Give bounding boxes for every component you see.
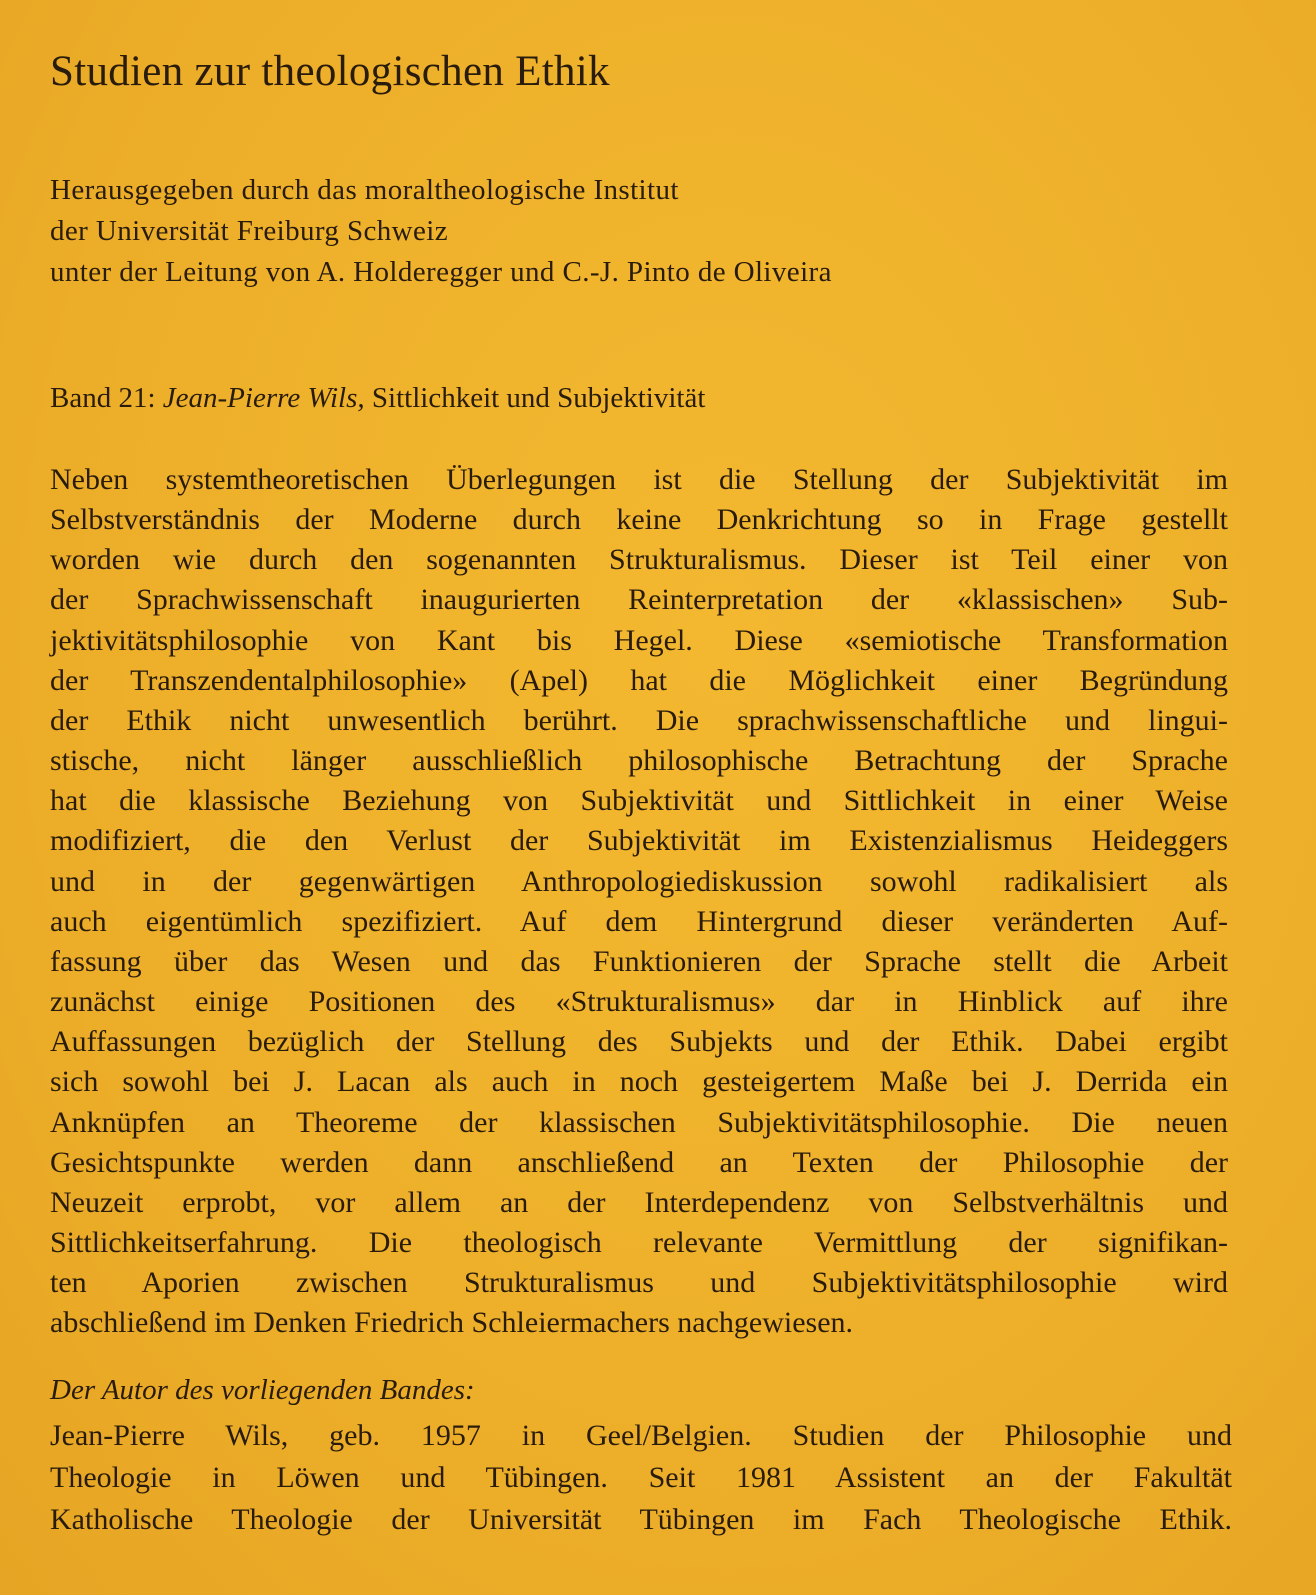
abstract-line: auch eigentümlich spezifiziert. Auf dem Hintergrund dieser veränderten Auf- [50, 904, 1228, 938]
abstract-line: stische, nicht länger ausschließlich philosophische Betrachtung der Sprache [50, 744, 1228, 778]
abstract-line: hat die klassische Beziehung von Subjektivität und Sittlichkeit in einer Weise [50, 784, 1228, 818]
author-heading: Der Autor des vorliegenden Bandes: [50, 1374, 475, 1406]
abstract-line: ten Aporien zwischen Strukturalismus und Subjektivitätsphilosophie wird [50, 1266, 1228, 1300]
abstract-line: jektivitätsphilosophie von Kant bis Hegel. Diese «semiotische Transformation [50, 623, 1228, 657]
abstract-line: zunächst einige Positionen des «Strukturalismus» dar in Hinblick auf ihre [50, 985, 1228, 1019]
author-bio-line: Jean-Pierre Wils, geb. 1957 in Geel/Belgien. Studien der Philosophie und [50, 1419, 1232, 1452]
volume-author: Jean-Pierre Wils, [162, 382, 365, 414]
abstract-line: der Sprachwissenschaft inaugurierten Reinterpretation der «klassischen» Sub- [50, 583, 1228, 617]
abstract-line: sich sowohl bei J. Lacan als auch in noch gesteigertem Maße bei J. Derrida ein [50, 1065, 1228, 1099]
abstract-line: Selbstverständnis der Moderne durch keine Denkrichtung so in Frage gestellt [50, 503, 1228, 537]
volume-prefix: Band 21: [50, 382, 163, 414]
abstract-line: Sittlichkeitserfahrung. Die theologisch relevante Vermittlung der signifikan- [50, 1225, 1228, 1259]
editors-block [50, 170, 832, 293]
abstract-paragraph [50, 460, 1228, 1343]
author-bio-line: Katholische Theologie der Universität Tübingen im Fach Theologische Ethik. [50, 1503, 1232, 1536]
editors-line: unter der Leitung von A. Holderegger und C.-J. Pinto de Oliveira [50, 256, 832, 288]
abstract-line: Gesichtspunkte werden dann anschließend an Texten der Philosophie der [50, 1145, 1228, 1179]
author-bio-line: Theologie in Löwen und Tübingen. Seit 1981 Assistent an der Fakultät [50, 1461, 1232, 1494]
series-title: Studien zur theologischen Ethik [50, 48, 610, 95]
abstract-line: Anknüpfen an Theoreme der klassischen Subjektivitätsphilosophie. Die neuen [50, 1105, 1228, 1139]
editors-line: der Universität Freiburg Schweiz [50, 215, 449, 247]
abstract-line: fassung über das Wesen und das Funktionieren der Sprache stellt die Arbeit [50, 944, 1228, 978]
abstract-line: der Transzendentalphilosophie» (Apel) hat die Möglichkeit einer Begründung [50, 663, 1228, 697]
abstract-line: Neuzeit erprobt, vor allem an der Interdependenz von Selbstverhältnis und [50, 1185, 1228, 1219]
abstract-line: und in der gegenwärtigen Anthropologiediskussion sowohl radikalisiert als [50, 864, 1228, 898]
abstract-line: Neben systemtheoretischen Überlegungen ist die Stellung der Subjektivität im [50, 463, 1228, 496]
abstract-line: abschließend im Denken Friedrich Schleiermachers nachgewiesen. [50, 1306, 854, 1340]
author-bio [50, 1415, 1232, 1541]
abstract-line: worden wie durch den sogenannten Strukturalismus. Dieser ist Teil einer von [50, 543, 1228, 577]
volume-title: Sittlichkeit und Subjektivität [364, 382, 706, 414]
abstract-line: modifiziert, die den Verlust der Subjektivität im Existenzialismus Heideggers [50, 824, 1228, 858]
abstract-line: der Ethik nicht unwesentlich berührt. Die sprachwissenschaftliche und lingui- [50, 703, 1228, 737]
abstract-line: Auffassungen bezüglich der Stellung des Subjekts und der Ethik. Dabei ergibt [50, 1025, 1228, 1059]
volume-line [50, 380, 705, 416]
editors-line: Herausgegeben durch das moraltheologische Institut [50, 174, 679, 206]
